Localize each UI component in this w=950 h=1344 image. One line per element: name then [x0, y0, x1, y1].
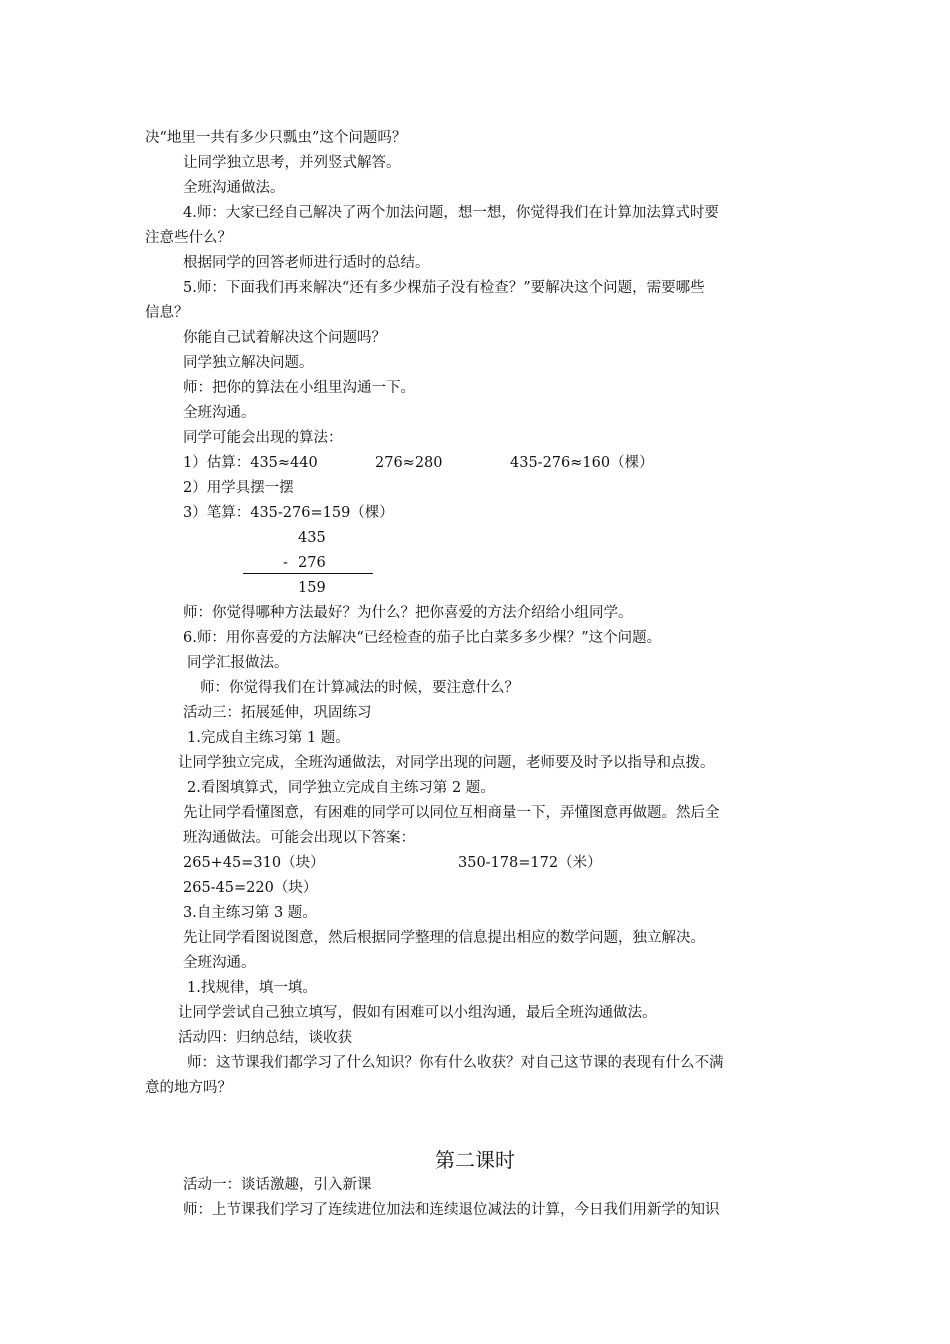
text-line: 4.师：大家已经自己解决了两个加法问题，想一想，你觉得我们在计算加法算式时要: [183, 205, 719, 221]
text-line: 3.自主练习第 3 题。: [183, 905, 317, 921]
vertical-subtrahend: 276: [298, 555, 326, 571]
text-line: 1.完成自主练习第 1 题。: [187, 730, 350, 746]
text-line: 先让同学看懂图意，有困难的同学可以同位互相商量一下，弄懂图意再做题。然后全: [183, 805, 720, 821]
vertical-divider-line: [243, 573, 373, 574]
text-line: 师：你觉得哪种方法最好？为什么？把你喜爱的方法介绍给小组同学。: [183, 605, 633, 621]
text-line: 师：你觉得我们在计算减法的时候，要注意什么？: [200, 680, 519, 696]
text-line: 先让同学看图说图意，然后根据同学整理的信息提出相应的数学问题，独立解决。: [183, 930, 705, 946]
answer-equation: 350-178=172（米）: [458, 855, 602, 871]
text-line: 同学独立解决问题。: [183, 355, 314, 371]
text-line: 让同学独立完成，全班沟通做法，对同学出现的问题，老师要及时予以指导和点拨。: [178, 755, 715, 771]
text-line: 全班沟通。: [183, 405, 256, 421]
activity-heading: 活动一：谈话激趣，引入新课: [183, 1177, 372, 1193]
text-line: 6.师：用你喜爱的方法解决“已经检查的茄子比白菜多多少棵？”这个问题。: [183, 630, 662, 646]
text-line: 根据同学的回答老师进行适时的总结。: [183, 255, 430, 271]
text-line: 让同学尝试自己独立填写，假如有困难可以小组沟通，最后全班沟通做法。: [178, 1005, 657, 1021]
estimate-result: 435-276≈160（棵）: [510, 455, 654, 471]
vertical-operator: -: [283, 555, 288, 571]
text-line: 同学可能会出现的算法：: [183, 430, 343, 446]
text-line: 师：上节课我们学习了连续进位加法和连续退位减法的计算，今日我们用新学的知识: [183, 1202, 720, 1218]
text-line: 1.找规律，填一填。: [187, 980, 317, 996]
text-line: 2.看图填算式，同学独立完成自主练习第 2 题。: [187, 780, 495, 796]
estimate-step: 276≈280: [375, 455, 443, 471]
text-line: 全班沟通做法。: [183, 180, 285, 196]
text-line: 师：这节课我们都学习了什么知识？你有什么收获？对自己这节课的表现有什么不满: [187, 1055, 724, 1071]
text-line: 班沟通做法。可能会出现以下答案：: [183, 830, 415, 846]
text-line: 师：把你的算法在小组里沟通一下。: [183, 380, 415, 396]
text-line: 让同学独立思考，并列竖式解答。: [183, 155, 401, 171]
text-line: 信息？: [145, 305, 189, 321]
activity-heading: 活动四：归纳总结，谈收获: [178, 1030, 352, 1046]
text-line: 注意些什么？: [145, 230, 232, 246]
vertical-minuend: 435: [298, 530, 326, 546]
answer-equation: 265-45=220（块）: [183, 880, 318, 896]
text-line: 3）笔算：435-276=159（棵）: [183, 505, 394, 521]
section-title: 第二课时: [435, 1148, 515, 1172]
activity-heading: 活动三：拓展延伸，巩固练习: [183, 705, 372, 721]
text-line: 5.师：下面我们再来解决“还有多少棵茄子没有检查？”要解决这个问题，需要哪些: [183, 280, 705, 296]
text-line: 2）用学具摆一摆: [183, 480, 294, 496]
text-line: 决“地里一共有多少只瓢虫”这个问题吗？: [145, 130, 407, 146]
text-line: 你能自己试着解决这个问题吗？: [183, 330, 386, 346]
text-line: 全班沟通。: [183, 955, 256, 971]
estimate-step: 1）估算：435≈440: [183, 455, 318, 471]
text-line: 意的地方吗？: [145, 1080, 232, 1096]
answer-equation: 265+45=310（块）: [183, 855, 325, 871]
vertical-result: 159: [298, 580, 326, 596]
text-line: 同学汇报做法。: [187, 655, 289, 671]
